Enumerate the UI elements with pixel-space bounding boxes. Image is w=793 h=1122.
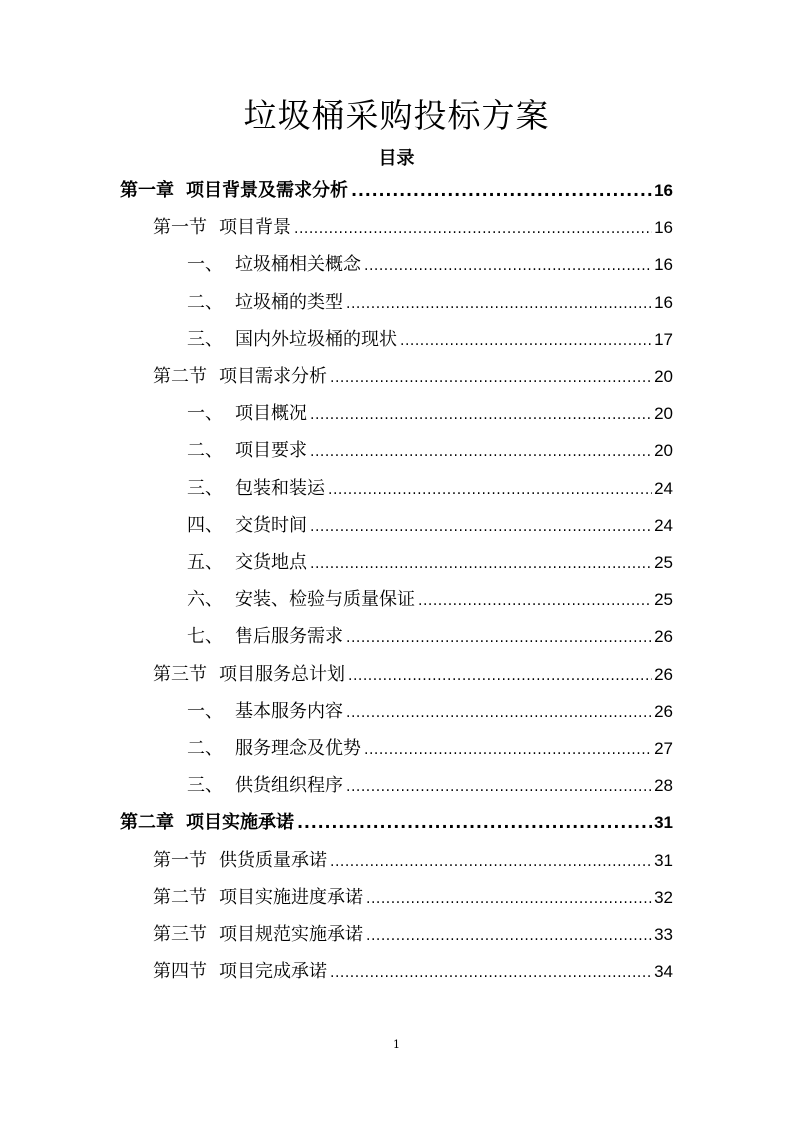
toc-entry-title [187, 511, 307, 541]
page-number: 1 [393, 1038, 400, 1051]
toc-entry-label: 项目规范实施承诺 [219, 924, 363, 945]
toc-entry-number: 第二章 [120, 812, 174, 834]
toc-leader-dots [328, 475, 652, 505]
toc-entry-label: 基本服务内容 [235, 700, 343, 722]
toc-entry[interactable] [187, 771, 673, 801]
toc-entry-label: 项目完成承诺 [219, 961, 327, 983]
toc-entry-page: 27 [654, 739, 673, 758]
toc-entry-title [187, 250, 361, 280]
toc-entry-title [187, 734, 361, 764]
toc-entry-page: 25 [654, 553, 673, 572]
toc-entry-number: 一、 [187, 403, 223, 425]
toc-entry-page: 20 [654, 367, 673, 386]
toc-entry-label: 国内外垃圾桶的现状 [235, 328, 397, 350]
toc-entry-title [187, 288, 343, 318]
toc-entry-label: 包装和装运 [235, 477, 325, 499]
toc-leader-dots [348, 661, 652, 691]
toc-entry-label: 项目背景 [219, 217, 291, 239]
toc-leader-dots [297, 808, 652, 838]
toc-entry-number: 六、 [187, 589, 223, 611]
toc-entry-page: 31 [654, 850, 673, 870]
toc-entry-number: 二、 [187, 291, 223, 313]
toc-entry-page: 16 [654, 181, 673, 200]
toc-entry-label: 供货组织程序 [235, 775, 343, 797]
toc-entry-title [187, 771, 343, 801]
toc-entry-page: 16 [654, 218, 673, 238]
toc-entry-page: 24 [654, 515, 673, 535]
toc-entry-label: 交货时间 [235, 514, 307, 536]
toc-entry[interactable] [187, 511, 673, 541]
toc-entry-number: 五、 [187, 552, 223, 573]
toc-entry-title [187, 436, 307, 466]
toc-entry[interactable] [187, 436, 673, 466]
toc-entry-label: 项目服务总计划 [219, 663, 345, 685]
toc-entry[interactable] [187, 250, 673, 280]
toc-entry-number: 第一章 [120, 180, 174, 201]
toc-entry-page: 16 [654, 255, 673, 275]
toc-entry-number: 第三节 [153, 663, 207, 685]
toc-leader-dots [310, 512, 652, 542]
toc-entry-title [187, 474, 325, 504]
toc-entry-label: 垃圾桶相关概念 [235, 254, 361, 276]
toc-entry-title [187, 325, 397, 355]
toc-leader-dots [366, 921, 652, 951]
toc-entry-number: 二、 [187, 738, 223, 759]
toc-entry-title [187, 399, 307, 429]
toc-entry-page: 24 [654, 478, 673, 498]
toc-entry[interactable] [187, 548, 673, 578]
toc-entry-label: 项目要求 [235, 440, 307, 462]
toc-leader-dots [346, 289, 652, 319]
toc-entry-label: 交货地点 [235, 552, 307, 573]
toc-leader-dots [310, 549, 652, 579]
toc-entry-label: 项目背景及需求分析 [186, 180, 348, 201]
toc-entry[interactable] [153, 957, 673, 987]
toc-entry-title [187, 548, 307, 578]
toc-leader-dots [330, 363, 652, 393]
toc-entry-title [187, 622, 343, 652]
toc-entry-page: 31 [654, 813, 673, 833]
toc-entry-number: 三、 [187, 775, 223, 797]
toc-entry-page: 32 [654, 887, 673, 907]
toc-entry-title [153, 846, 327, 876]
toc-leader-dots [346, 772, 652, 802]
toc-entry-page: 28 [654, 776, 673, 796]
toc-entry-page: 26 [654, 664, 673, 684]
toc-entry[interactable] [187, 734, 673, 764]
toc-entry-page: 17 [654, 329, 673, 349]
toc-entry-number: 第二节 [153, 366, 207, 387]
toc-leader-dots [351, 176, 652, 206]
toc-entry-label: 项目概况 [235, 403, 307, 425]
toc-entry[interactable] [153, 846, 673, 876]
toc-entry-number: 第一节 [153, 849, 207, 871]
toc-entry-title [120, 808, 294, 838]
toc-entry-label: 售后服务需求 [235, 626, 343, 648]
toc-entry-page: 26 [654, 701, 673, 721]
toc-leader-dots [418, 586, 652, 616]
toc-leader-dots [400, 326, 652, 356]
toc-entry-number: 第二节 [153, 886, 207, 908]
toc-entry[interactable] [153, 920, 673, 950]
toc-entry[interactable] [153, 213, 673, 243]
toc-entry[interactable] [153, 660, 673, 690]
toc-entry-number: 三、 [187, 477, 223, 499]
toc-entry-title [187, 697, 343, 727]
toc-entry[interactable] [187, 399, 673, 429]
toc-entry-number: 七、 [187, 626, 223, 648]
toc-entry-title [153, 957, 327, 987]
toc-entry-label: 垃圾桶的类型 [235, 291, 343, 313]
toc-entry[interactable] [187, 697, 673, 727]
toc-entry-title [187, 585, 415, 615]
toc-entry[interactable] [153, 883, 673, 913]
toc-entry-number: 四、 [187, 514, 223, 536]
toc-entry-page: 34 [654, 962, 673, 982]
toc-leader-dots [364, 251, 652, 281]
toc-entry-number: 一、 [187, 254, 223, 276]
toc-entry-title [153, 362, 327, 392]
toc-entry-label: 安装、检验与质量保证 [235, 589, 415, 611]
toc-entry-page: 20 [654, 441, 673, 461]
toc-entry-title [153, 660, 345, 690]
toc-entry-label: 供货质量承诺 [219, 849, 327, 871]
toc-leader-dots [346, 698, 652, 728]
toc-entry[interactable] [187, 288, 673, 318]
toc-entry-title [120, 176, 348, 206]
toc-entry[interactable] [187, 585, 673, 615]
toc-entry-title [153, 213, 291, 243]
toc-entry-title [153, 883, 363, 913]
toc-leader-dots [330, 958, 652, 988]
toc-entry-page: 26 [654, 627, 673, 647]
toc-entry-title [153, 920, 363, 950]
toc-entry-label: 项目实施进度承诺 [219, 886, 363, 908]
toc-leader-dots [366, 884, 652, 914]
toc-leader-dots [294, 214, 652, 244]
toc-entry[interactable] [187, 622, 673, 652]
toc-entry-page: 33 [654, 925, 673, 944]
toc-entry-page: 25 [654, 590, 673, 610]
toc-leader-dots [364, 735, 652, 765]
toc-entry-label: 项目需求分析 [219, 366, 327, 387]
toc-entry[interactable] [153, 362, 673, 392]
toc-entry[interactable] [187, 474, 673, 504]
toc-entry-number: 二、 [187, 440, 223, 462]
toc-entry-number: 第一节 [153, 217, 207, 239]
document-title: 垃圾桶采购投标方案 [243, 96, 550, 135]
toc-leader-dots [310, 400, 652, 430]
toc-entry-label: 项目实施承诺 [186, 812, 294, 834]
toc-entry[interactable] [120, 808, 673, 838]
toc-leader-dots [310, 437, 652, 467]
toc-entry-page: 16 [654, 292, 673, 312]
toc-entry[interactable] [120, 176, 673, 206]
toc-heading: 目录 [378, 148, 415, 169]
toc-leader-dots [330, 847, 652, 877]
toc-entry-page: 20 [654, 404, 673, 424]
toc-entry-label: 服务理念及优势 [235, 738, 361, 759]
toc-entry[interactable] [187, 325, 673, 355]
toc-entry-number: 三、 [187, 328, 223, 350]
toc-entry-number: 一、 [187, 700, 223, 722]
toc-entry-number: 第四节 [153, 961, 207, 983]
toc-leader-dots [346, 623, 652, 653]
toc-entry-number: 第三节 [153, 924, 207, 945]
